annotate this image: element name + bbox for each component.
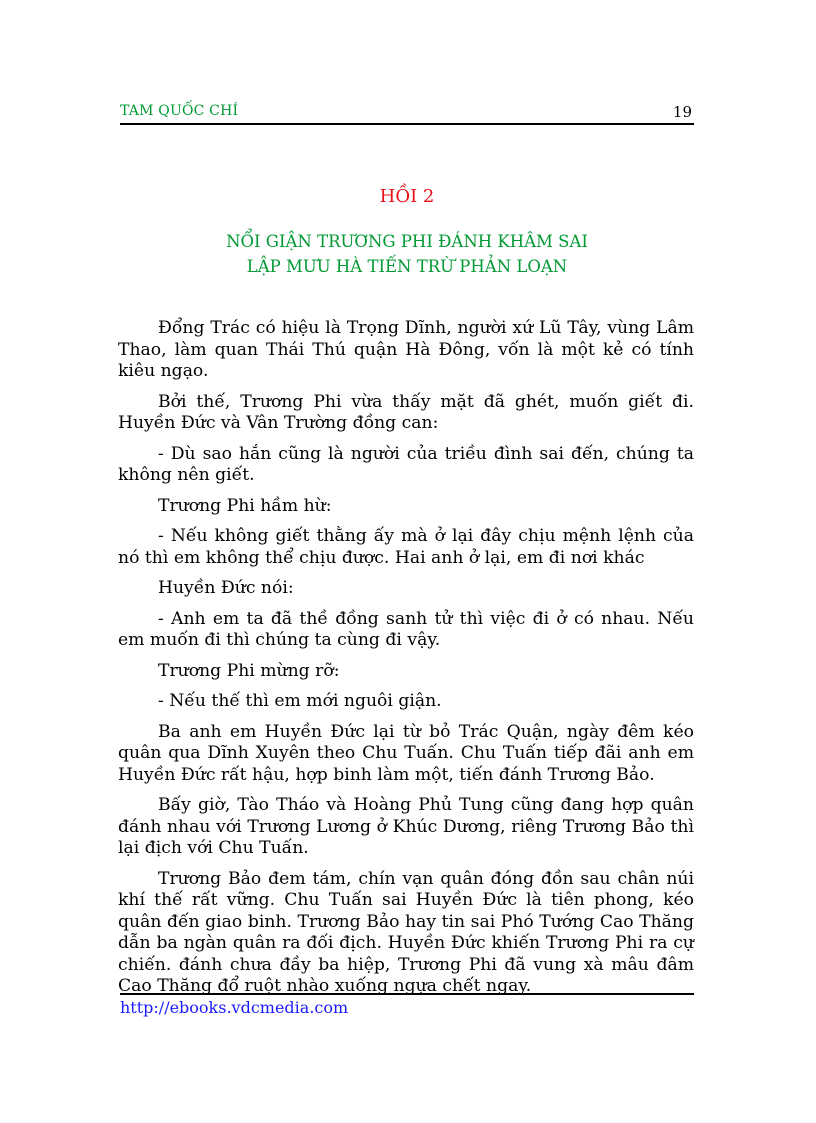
paragraph: Trương Phi mừng rỡ: bbox=[158, 660, 340, 681]
chapter-subtitle-line-1: NỔI GIẬN TRƯƠNG PHI ĐÁNH KHÂM SAI bbox=[226, 232, 588, 251]
page-number: 19 bbox=[672, 103, 692, 121]
paragraph: Bởi thế, Trương Phi vừa thấy mặt đã ghét, muốn giết đi. Huyền Đức và Vân Trường đồng can: bbox=[118, 391, 694, 433]
chapter-body bbox=[118, 318, 694, 1007]
paragraph: Ba anh em Huyền Đức lại từ bỏ Trác Quận, ngày đêm kéo quân qua Dĩnh Xuyên theo Chu Tuấn. Chu Tuấn tiếp đãi anh em Huyền Đức rất hậu, hợp binh làm một, tiến đánh Trương Bảo. bbox=[118, 721, 694, 785]
paragraph: Đổng Trác có hiệu là Trọng Dĩnh, người xứ Lũ Tây, vùng Lâm Thao, làm quan Thái Thú quận Hà Đông, vốn là một kẻ có tính kiêu ngạo. bbox=[118, 318, 694, 381]
paragraph: Bấy giờ, Tào Tháo và Hoàng Phủ Tung cũng đang hợp quân đánh nhau với Trương Lương ở Khúc Dương, riêng Trương Bảo thì lại địch với Chu Tuấn. bbox=[118, 795, 694, 858]
chapter-number: HỒI 2 bbox=[379, 186, 435, 207]
paragraph: Huyền Đức nói: bbox=[158, 578, 294, 598]
paragraph: Trương Phi hầm hừ: bbox=[158, 495, 332, 516]
book-title: TAM QUỐC CHÍ bbox=[120, 103, 239, 119]
footer-link[interactable]: http://ebooks.vdcmedia.com bbox=[120, 998, 349, 1017]
page-header bbox=[120, 101, 694, 125]
paragraph: Trương Bảo đem tám, chín vạn quân đóng đồn sau chân núi khí thế rất vững. Chu Tuấn sai Huyền Đức là tiên phong, kéo quân đến giao binh. Trương Bảo hay tin sai Phó Tướng Cao Thăng dẫn ba ngàn quân ra đối địch. Huyền Đức khiến Trương Phi ra cự chiến. đánh chưa đầy ba hiệp, Trương Phi đã vung xà mâu đâm Cao Thăng đổ ruột nhào xuống ngựa chết ngay. bbox=[118, 868, 694, 996]
paragraph: - Anh em ta đã thề đồng sanh tử thì việc đi ở có nhau. Nếu em muốn đi thì chúng ta cùng đi vậy. bbox=[118, 608, 694, 650]
paragraph: - Dù sao hắn cũng là người của triều đình sai đến, chúng ta không nên giết. bbox=[118, 443, 694, 485]
paragraph: - Nếu không giết thằng ấy mà ở lại đây chịu mệnh lệnh của nó thì em không thể chịu được. Hai anh ở lại, em đi nơi khác bbox=[118, 526, 694, 568]
chapter-subtitle-line-2: LẬP MƯU HÀ TIẾN TRỪ PHẢN LOẠN bbox=[246, 257, 568, 276]
paragraph: - Nếu thế thì em mới nguôi giận. bbox=[158, 691, 442, 711]
page-footer bbox=[120, 993, 694, 1017]
